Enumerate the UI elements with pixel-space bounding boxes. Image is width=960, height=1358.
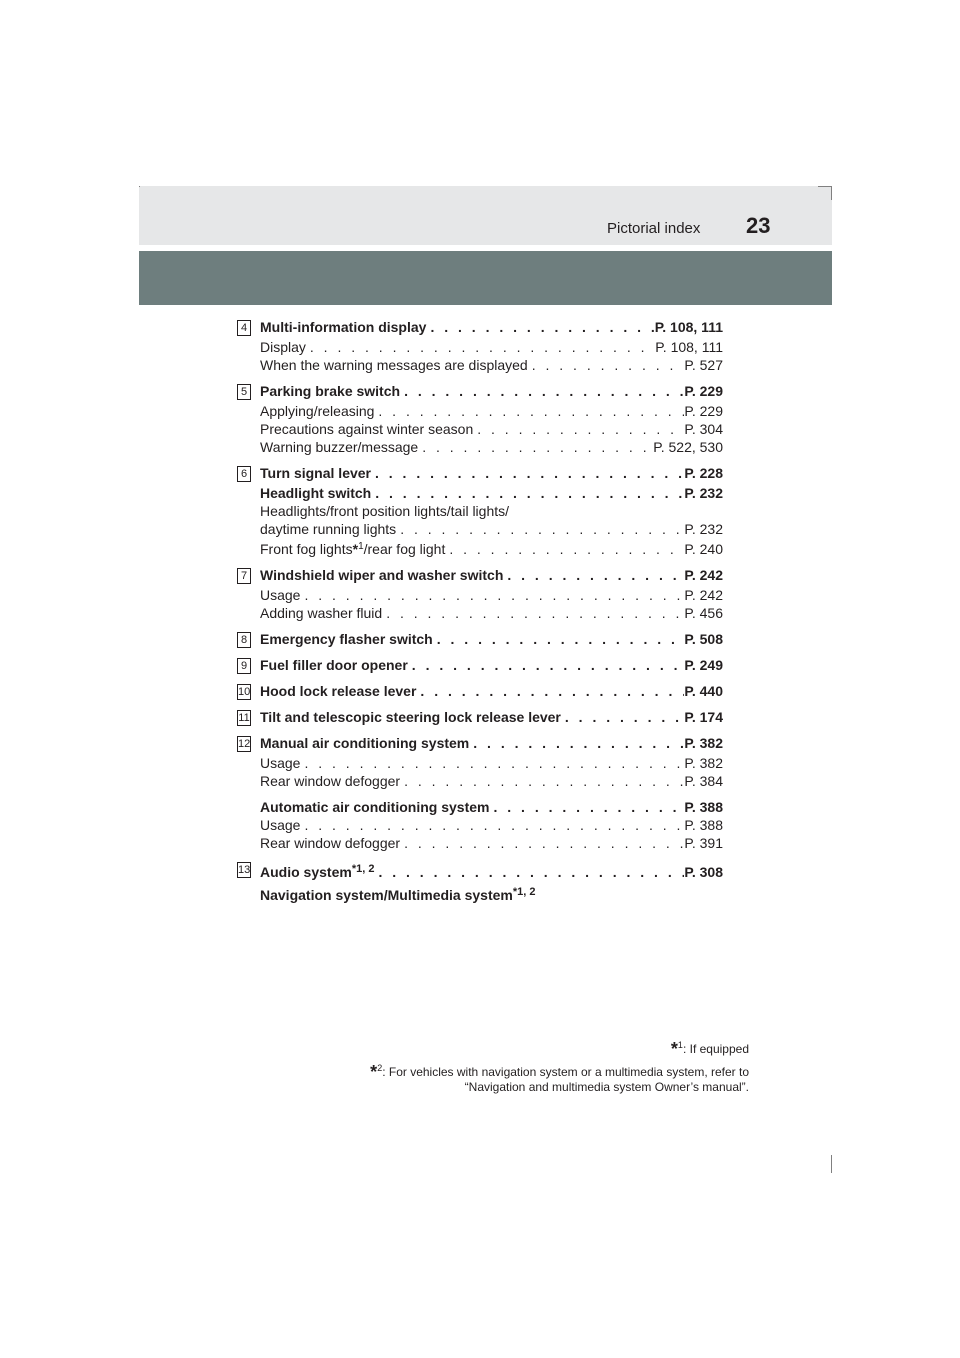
index-entry: [237, 630, 723, 648]
leader-dots: [469, 734, 684, 752]
index-subitem: [260, 586, 723, 604]
leader-dots: [445, 540, 684, 558]
asterisk-icon: *: [352, 541, 359, 557]
page-reference: P. 240: [684, 541, 723, 557]
index-heading: [260, 734, 723, 752]
asterisk-icon: *: [512, 886, 518, 898]
callout-number-badge: 12: [238, 738, 251, 750]
entry-label: Parking brake switch: [260, 383, 401, 399]
page-number: 23: [746, 213, 771, 238]
page-reference: P. 527: [684, 357, 723, 373]
index-subitem: [260, 816, 723, 834]
callout-number-badge: 6: [237, 466, 251, 482]
page-reference: P. 249: [684, 657, 723, 673]
leader-dots: [503, 566, 684, 584]
index-heading: [260, 656, 723, 674]
index-heading: [260, 860, 723, 881]
page-reference: P. 229: [684, 383, 723, 399]
page-reference: P. 242: [684, 567, 723, 583]
section-banner: [139, 251, 832, 305]
leader-dots: [489, 798, 684, 816]
index-subitem: [260, 520, 723, 538]
page-reference: P. 388: [684, 817, 723, 833]
index-entry: [237, 708, 723, 726]
spacer: [260, 790, 723, 798]
entry-label: Emergency flasher switch: [260, 631, 433, 647]
leader-dots: [400, 772, 684, 790]
index-subitem: [260, 502, 723, 520]
index-heading: [260, 566, 723, 584]
index-subitem: [260, 604, 723, 622]
page-reference: P. 382: [684, 735, 723, 751]
leader-dots: [371, 484, 684, 502]
leader-dots: [418, 438, 653, 456]
page-reference: P. 382: [684, 755, 723, 771]
leader-dots: [396, 520, 684, 538]
leader-dots: [416, 682, 684, 700]
page-reference: P. 388: [684, 799, 723, 815]
index-heading: [260, 464, 723, 482]
asterisk-icon: *: [351, 863, 357, 875]
leader-dots: [433, 630, 685, 648]
header-band: [139, 186, 832, 245]
entry-label: Automatic air conditioning system: [260, 799, 490, 815]
crop-mark: [139, 186, 140, 187]
entry-label: Rear window defogger: [260, 835, 401, 851]
callout-number-badge: 9: [237, 658, 251, 674]
index-entry: [237, 860, 723, 904]
section-title: Pictorial index: [607, 220, 701, 237]
entry-label: Usage: [260, 755, 301, 771]
index-subitem: [260, 772, 723, 790]
entry-label: When the warning messages are displayed: [260, 357, 528, 373]
page-reference: P. 308: [684, 864, 723, 880]
leader-dots: [374, 863, 684, 881]
leader-dots: [382, 604, 684, 622]
asterisk-icon: *: [370, 1062, 378, 1082]
footnotes: [300, 1038, 749, 1099]
page-reference: P. 108, 111: [654, 319, 723, 335]
entry-label: Precautions against winter season: [260, 421, 474, 437]
leader-dots: [374, 402, 684, 420]
entry-label: Usage: [260, 817, 301, 833]
index-subitem: [260, 538, 723, 558]
page-reference: P. 232: [684, 521, 723, 537]
callout-number-badge: 13: [238, 864, 251, 876]
entry-label: Turn signal lever: [260, 465, 371, 481]
index-entry: [237, 734, 723, 852]
entry-label: Windshield wiper and washer switch: [260, 567, 504, 583]
leader-dots: [408, 656, 685, 674]
index-entry: [237, 656, 723, 674]
entry-label: Usage: [260, 587, 301, 603]
entry-label: Audio system$^{*1, 2}$: [260, 863, 375, 880]
index-entry: [237, 682, 723, 700]
callout-number-badge: 10: [238, 686, 251, 698]
index-heading: [260, 798, 723, 816]
index-entry: [237, 382, 723, 456]
entry-label: Tilt and telescopic steering lock release lever: [260, 709, 561, 725]
entry-label: Hood lock release lever: [260, 683, 417, 699]
index-subitem: [260, 834, 723, 852]
entry-label: Warning buzzer/message: [260, 439, 419, 455]
index-entry: [237, 318, 723, 374]
footnote-1: *$^1$: If equipped: [670, 1039, 749, 1059]
leader-dots: [306, 338, 655, 356]
index-subitem: [260, 356, 723, 374]
index-heading: [260, 382, 723, 400]
index-heading: [260, 630, 723, 648]
entry-label: Front fog lights*$^1$/rear fog light: [260, 541, 446, 557]
entry-label: Fuel filler door opener: [260, 657, 408, 673]
leader-dots: [300, 586, 684, 604]
leader-dots: [400, 834, 684, 852]
leader-dots: [300, 754, 684, 772]
asterisk-icon: *: [670, 1039, 678, 1059]
index-entry: [237, 566, 723, 622]
entry-label: Applying/releasing: [260, 403, 375, 419]
crop-mark: [831, 186, 832, 200]
leader-dots: [371, 464, 684, 482]
entry-label: Rear window defogger: [260, 773, 401, 789]
entry-label: Navigation system/Multimedia system$^{*1, 2}$: [260, 886, 536, 903]
index-heading: [260, 682, 723, 700]
page-reference: P. 522, 530: [653, 439, 723, 455]
index-heading: [260, 708, 723, 726]
callout-number-badge: 5: [237, 384, 251, 400]
entry-label: Adding washer fluid: [260, 605, 383, 621]
index-subitem: [260, 438, 723, 456]
leader-dots: [400, 382, 684, 400]
leader-dots: [528, 356, 685, 374]
page-reference: P. 440: [684, 683, 723, 699]
index-list: [237, 318, 723, 904]
page-reference: P. 384: [684, 773, 723, 789]
entry-label: Headlights/front position lights/tail lights/: [260, 503, 510, 519]
page-reference: P. 456: [684, 605, 723, 621]
index-heading: [260, 318, 723, 336]
entry-label: Manual air conditioning system: [260, 735, 470, 751]
page-reference: P. 391: [684, 835, 723, 851]
entry-label: daytime running lights: [260, 521, 397, 537]
index-subitem: [260, 420, 723, 438]
index-heading: [260, 484, 723, 502]
index-subitem: [260, 402, 723, 420]
page-reference: P. 229: [684, 403, 723, 419]
page-reference: P. 242: [684, 587, 723, 603]
page-reference: P. 108, 111: [655, 339, 723, 355]
crop-mark: [831, 1155, 832, 1173]
page-reference: P. 174: [684, 709, 723, 725]
leader-dots: [561, 708, 684, 726]
leader-dots: [473, 420, 684, 438]
callout-number-badge: 11: [238, 712, 250, 724]
index-heading: [260, 883, 723, 904]
entry-label: Multi-information display: [260, 319, 427, 335]
page-reference: P. 232: [684, 485, 723, 501]
index-entry: [237, 464, 723, 558]
callout-number-badge: 8: [237, 632, 251, 648]
index-subitem: [260, 338, 723, 356]
page-reference: P. 304: [684, 421, 723, 437]
entry-label: Display: [260, 339, 306, 355]
page-reference: P. 508: [684, 631, 723, 647]
callout-number-badge: 4: [237, 320, 251, 336]
page-reference: P. 228: [684, 465, 723, 481]
index-subitem: [260, 754, 723, 772]
crop-mark: [818, 186, 832, 187]
leader-dots: [300, 816, 684, 834]
entry-label: Headlight switch: [260, 485, 372, 501]
leader-dots: [426, 318, 654, 336]
footnote-2: *$^2$: For vehicles with navigation system or a multimedia system, refer to “Navigation and multimedia system Owner’s manual”.: [370, 1062, 749, 1094]
callout-number-badge: 7: [237, 568, 251, 584]
